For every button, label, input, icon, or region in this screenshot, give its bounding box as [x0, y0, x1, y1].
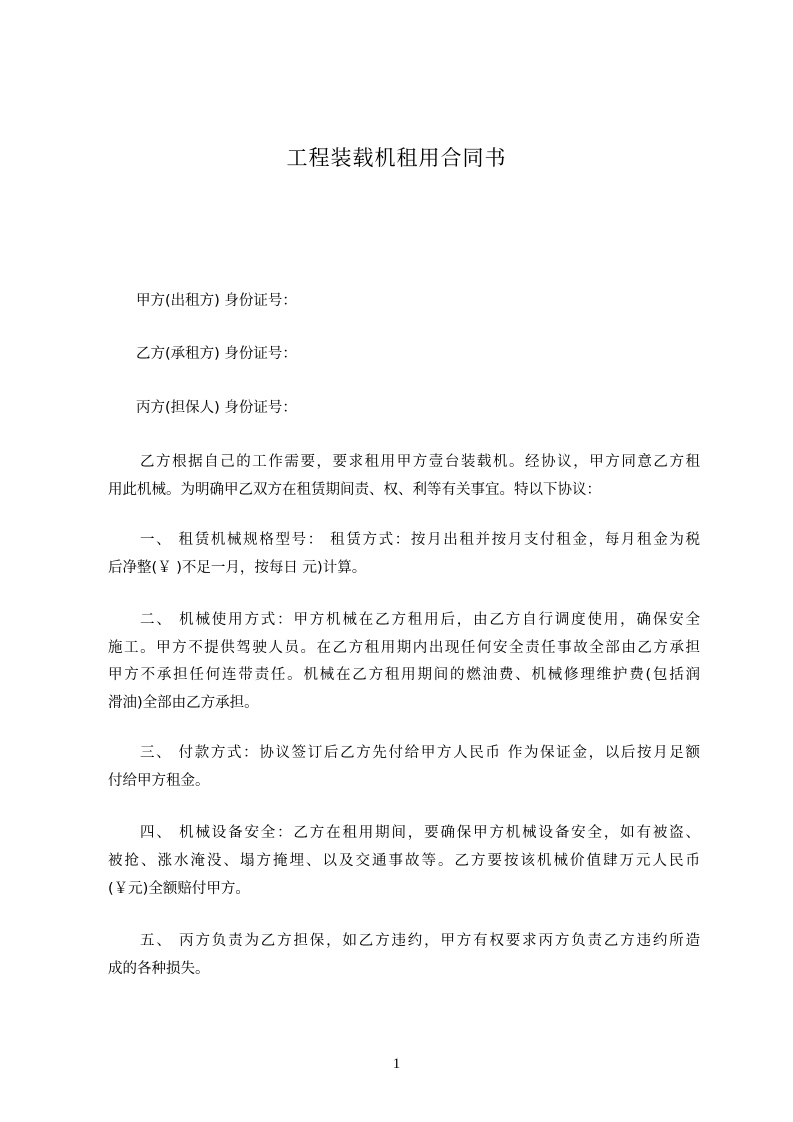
text-line: 滑油)全部由乙方承担。	[108, 695, 259, 711]
text-line: 施工。甲方不提供驾驶人员。在乙方租用期内出现任何安全责任事故全部由乙方承担	[108, 640, 700, 656]
text-line: 乙方根据自己的工作需要，要求租用甲方壹台装载机。经协议，甲方同意乙方租	[140, 454, 700, 470]
text-line: 付给甲方租金。	[108, 773, 210, 789]
text-line: 三、 付款方式：协议签订后乙方先付给甲方人民币 作为保证金，以后按月足额	[140, 745, 700, 761]
text-line: 二、 机械使用方式：甲方机械在乙方租用后，由乙方自行调度使用，确保安全	[140, 612, 700, 628]
text-line: 后净整(￥ )不足一月，按每日 元)计算。	[108, 560, 367, 576]
text-line: 甲方不承担任何连带责任。机械在乙方租用期间的燃油费、机械修理维护费(包括润	[108, 667, 700, 683]
text-line: 一、 租赁机械规格型号： 租赁方式：按月出租并按月支付租金，每月租金为税	[140, 532, 700, 548]
text-line: 四、 机械设备安全：乙方在租用期间，要确保甲方机械设备安全，如有被盗、	[140, 825, 700, 841]
text-line: (￥元)全额赔付甲方。	[108, 881, 250, 897]
party-b-line: 乙方(承租方) 身份证号：	[136, 346, 297, 362]
text-line: 五、 丙方负责为乙方担保，如乙方违约，甲方有权要求丙方负责乙方违约所造	[140, 933, 700, 949]
text-line: 成的各种损失。	[108, 961, 210, 977]
text-line: 被抢、涨水淹没、塌方掩埋、以及交通事故等。乙方要按该机械价值肆万元人民币	[108, 853, 700, 869]
page-number: 1	[392, 1056, 401, 1072]
document-title: 工程装载机租用合同书	[286, 146, 507, 170]
text-line: 用此机械。为明确甲乙双方在租赁期间责、权、利等有关事宜。特以下协议：	[108, 482, 601, 498]
party-c-line: 丙方(担保人) 身份证号：	[136, 400, 297, 416]
party-a-line: 甲方(出租方) 身份证号：	[136, 293, 297, 309]
